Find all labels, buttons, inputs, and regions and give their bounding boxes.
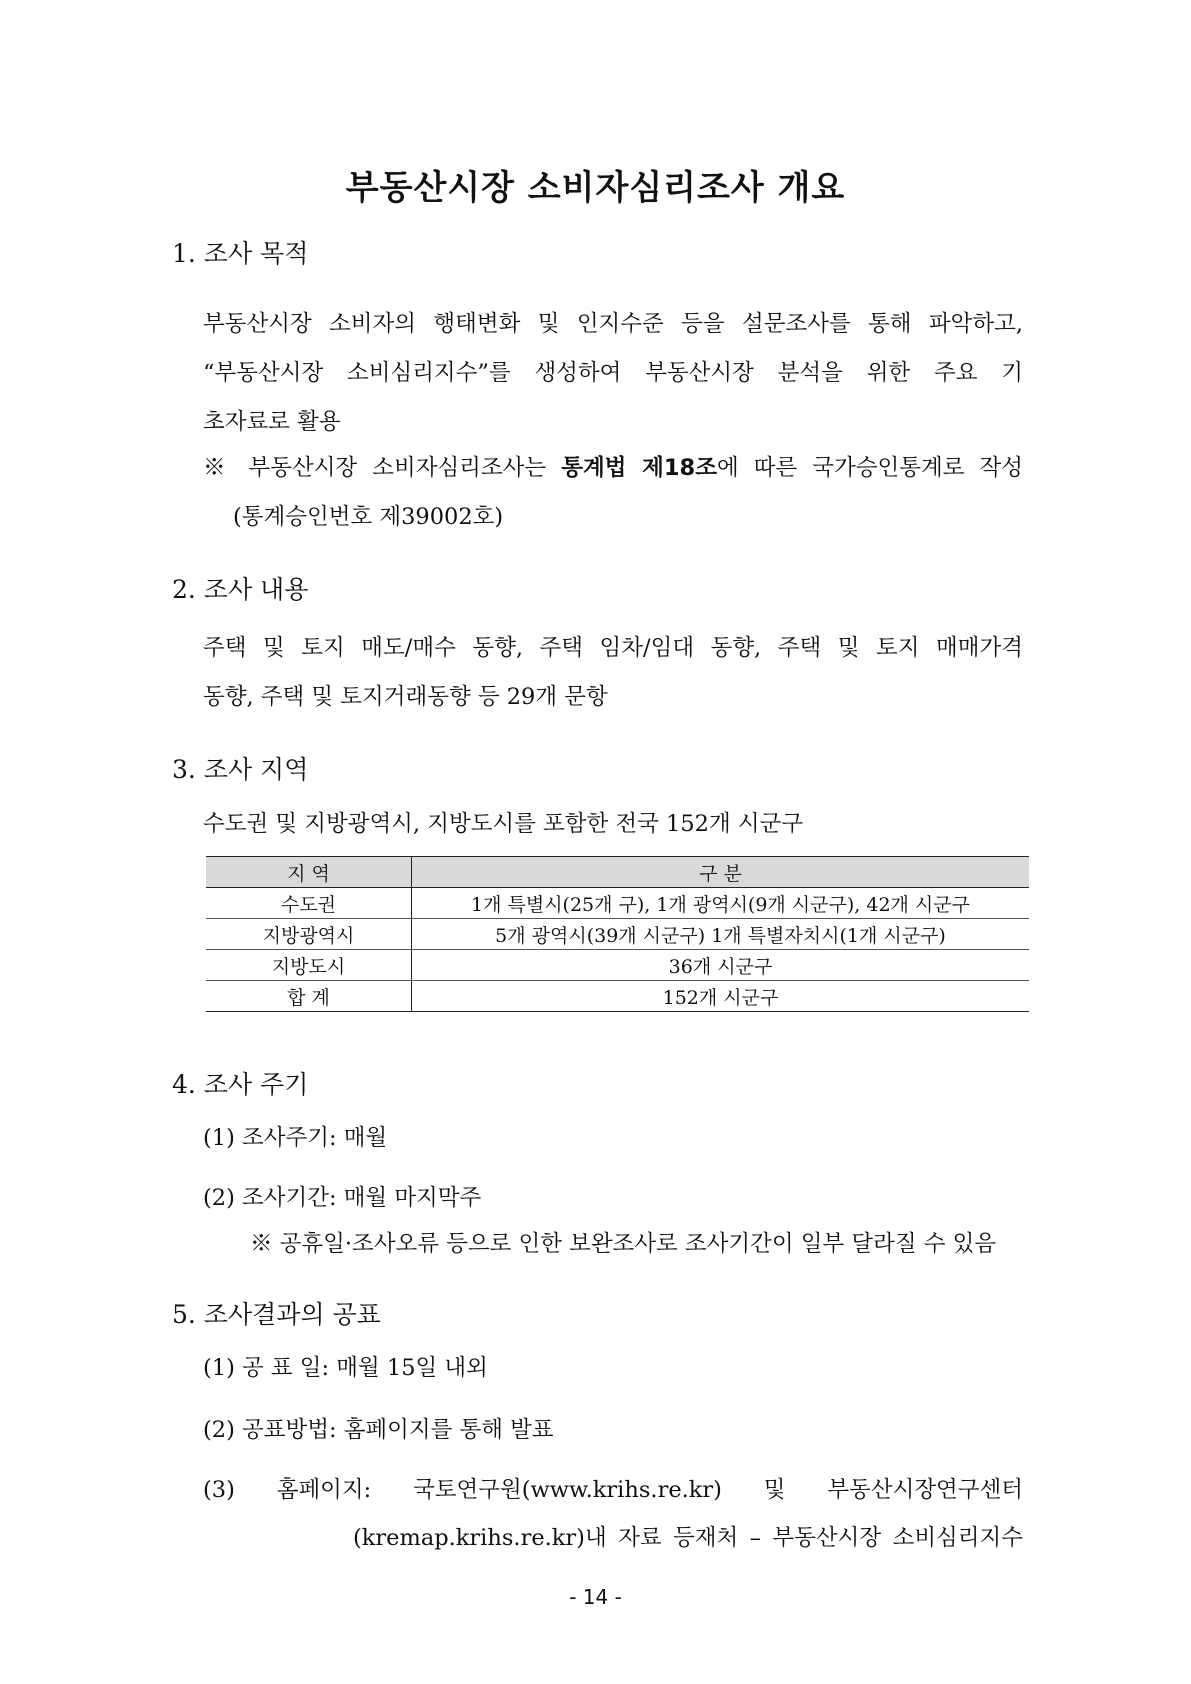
section-4-item-2: (2) 조사기간: 매월 마지막주 (203, 1185, 482, 1211)
page-number: - 14 - (569, 1585, 622, 1609)
note-suffix: 에 따른 국가승인통계로 작성 (716, 455, 1023, 481)
section-1-paragraph (203, 300, 1023, 447)
section-4-note: ※ 공휴일·조사오류 등으로 인한 보완조사로 조사기간이 일부 달라질 수 있음 (250, 1231, 997, 1257)
section-3-heading: 3. 조사 지역 (172, 755, 309, 784)
section-2-line-2: 동향, 주택 및 토지거래동향 등 29개 문항 (203, 684, 608, 710)
table-row (206, 919, 1029, 950)
section-1-line-2: “부동산시장 소비심리지수”를 생성하여 부동산시장 분석을 위한 주요 기 (203, 360, 1023, 386)
table-cell-category: 36개 시군구 (412, 950, 1030, 981)
section-1-line-3: 초자료로 활용 (203, 409, 341, 435)
section-2-line-1: 주택 및 토지 매도/매수 동향, 주택 임차/임대 동향, 주택 및 토지 매매가격 (203, 635, 1023, 661)
section-1-note-line-1 (203, 444, 1023, 493)
section-1-note-line-2: (통계승인번호 제39002호) (233, 504, 504, 530)
section-4-item-1: (1) 조사주기: 매월 (203, 1125, 388, 1151)
table-cell-region: 수도권 (206, 888, 412, 919)
section-5-item-3-line-1: (3) 홈페이지: 국토연구원(www.krihs.re.kr) 및 부동산시장연구센터 (203, 1477, 1023, 1503)
section-4-heading: 4. 조사 주기 (172, 1070, 309, 1099)
section-5-item-1: (1) 공 표 일: 매월 15일 내외 (203, 1355, 488, 1381)
note-prefix: ※ 부동산시장 소비자심리조사는 (203, 455, 562, 481)
section-1-heading: 1. 조사 목적 (172, 239, 309, 268)
table-cell-region: 지방광역시 (206, 919, 412, 950)
table-header-region: 지 역 (206, 857, 412, 888)
table-cell-category: 152개 시군구 (412, 981, 1030, 1012)
section-1-note (203, 444, 1023, 542)
table-row (206, 950, 1029, 981)
table-header-category: 구 분 (412, 857, 1030, 888)
region-table (206, 856, 1029, 1012)
note-bold-law: 통계법 제18조 (561, 455, 717, 481)
section-5-item-2: (2) 공표방법: 홈페이지를 통해 발표 (203, 1417, 554, 1443)
table-cell-region: 합 계 (206, 981, 412, 1012)
section-5-heading: 5. 조사결과의 공표 (172, 1300, 381, 1329)
section-2-paragraph (203, 624, 1023, 722)
section-5-item-3-line-2: (kremap.krihs.re.kr)내 자료 등재처 – 부동산시장 소비심리지수 (353, 1525, 1023, 1551)
section-1-line-1: 부동산시장 소비자의 행태변화 및 인지수준 등을 설문조사를 통해 파악하고, (203, 311, 1023, 337)
table-row (206, 981, 1029, 1012)
section-2-heading: 2. 조사 내용 (172, 575, 309, 604)
table-cell-category: 1개 특별시(25개 구), 1개 광역시(9개 시군구), 42개 시군구 (412, 888, 1030, 919)
section-3-text: 수도권 및 지방광역시, 지방도시를 포함한 전국 152개 시군구 (203, 811, 804, 837)
table-cell-category: 5개 광역시(39개 시군구) 1개 특별자치시(1개 시군구) (412, 919, 1030, 950)
table-cell-region: 지방도시 (206, 950, 412, 981)
table-header-row (206, 857, 1029, 888)
table-row (206, 888, 1029, 919)
document-title: 부동산시장 소비자심리조사 개요 (345, 168, 846, 208)
